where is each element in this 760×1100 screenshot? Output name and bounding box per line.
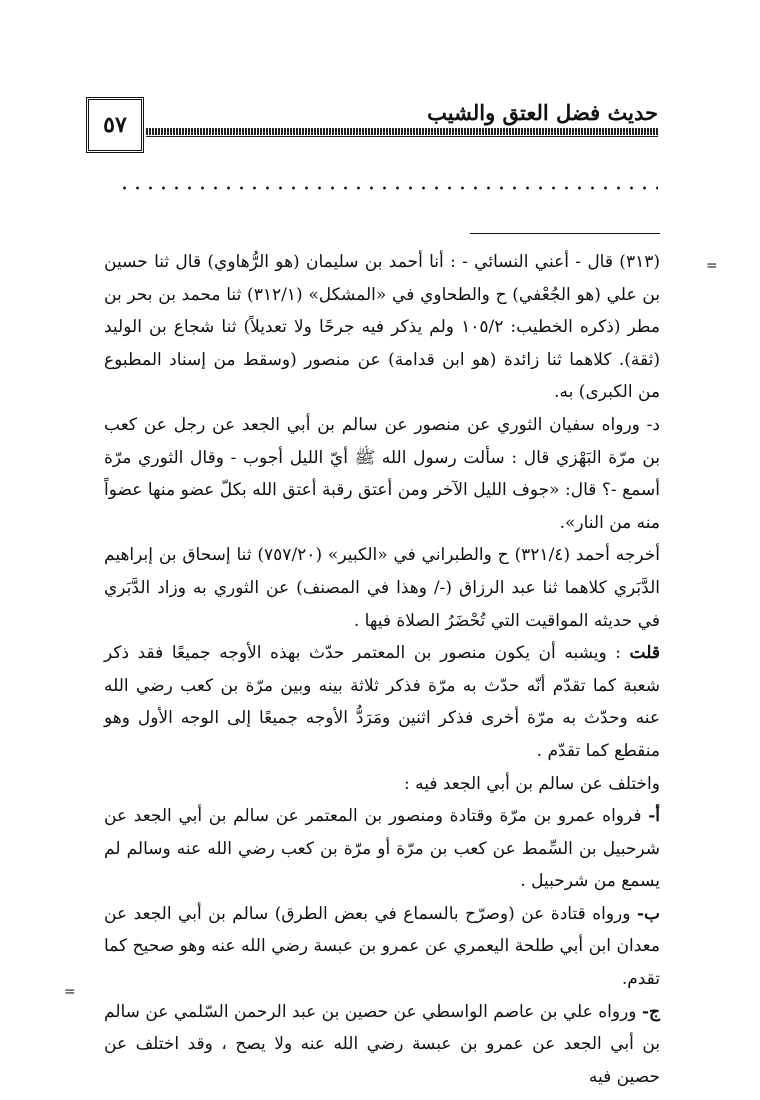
margin-mark-bottom: = [64,984,76,1000]
paragraph-lead: ج- [641,1001,660,1022]
paragraph-lead: أ- [648,806,660,827]
paragraph [104,637,660,767]
page-number-box [86,97,144,153]
paragraph-text: ورواه علي بن عاصم الواسطي عن حصين بن عبد الرحمن السّلمي عن سالم بن أبي الجعد عن عمرو بن عبسة رضي الله عنه ولا يصح ، وقد اختلف عن حصين فيه [104,1001,660,1087]
paragraph-lead: قلت [629,643,660,664]
paragraph [104,409,660,539]
paragraph [104,898,660,996]
paragraph [104,800,660,898]
header-rule [146,128,658,135]
paragraph-text: ورواه قتادة عن (وصرّح بالسماع في بعض الطرق) سالم بن أبي الجعد عن معدان ابن أبي طلحة اليعمري عن عمرو بن عبسة رضي الله عنه وهو صحيح كما تقدم. [104,903,660,990]
paragraph-text: أخرجه أحمد (٣٢١/٤) ح والطبراني في «الكبير» (٧٥٧/٢٠) ثنا إسحاق بن إبراهيم الدَّبَري كلاهما ثنا عبد الرزاق (-/ وهذا في المصنف) عن الثوري به وزاد الدَّبَري في حديثه المواقيت التي تُحْضَرُ الصلاة فيها . [104,545,660,631]
paragraph [104,768,660,801]
margin-mark-top: = [706,258,718,274]
paragraph-text: : ويشبه أن يكون منصور بن المعتمر حدّث بهذه الأوجه جميعًا فقد ذكر شعبة كما تقدّم أنّه حدّث به مرّة فذكر ثلاثة بينه وبين مرّة بن كعب رضي الله عنه وحدّث به مرّة أخرى فذكر اثنين ومَرَدُّ الأوجه جميعًا إلى الوجه الأول وهو منقطع كما تقدّم . [104,643,660,761]
paragraph-lead: ب- [636,903,660,924]
page-number: ٥٧ [103,112,127,138]
paragraph [104,246,660,409]
paragraph-text: (٣١٣) قال - أعني النسائي - : أنا أحمد بن سليمان (هو الرُّهاوي) قال ثنا حسين بن علي (هو الجُعْفي) ح والطحاوي في «المشكل» (٣١٢/١) ثنا محمد بن بحر بن مطر (ذكره الخطيب: ١٠٥/٢ ولم يذكر فيه جرحًا ولا تعديلاً) ثنا شجاع بن الوليد (ثقة). كلاهما ثنا زائدة (هو ابن قدامة) عن منصور (وسقط من إسناد المطبوع من الكبرى) به. [104,252,661,403]
paragraph-text: د- ورواه سفيان الثوري عن منصور عن سالم بن أبي الجعد عن رجل عن كعب بن مرّة البَهْزي قال : سألت رسول الله ﷺ أيّ الليل أجوب - وقال الثوري مرّة أسمع -؟ قال: «جوف الليل الآخر ومن أعتق رقبة أعتق الله بكلّ عضو منها عضواً منه من النار». [104,414,660,533]
paragraph [104,996,660,1094]
paragraph-text: واختلف عن سالم بن أبي الجعد فيه : [403,773,660,794]
footnote-rule [470,233,660,234]
dotted-separator [118,186,658,190]
paragraph [104,539,660,637]
body-text [104,246,660,1093]
running-title: حديث فضل العتق والشيب [427,100,658,125]
paragraph-text: فرواه عمرو بن مرّة وقتادة ومنصور بن المعتمر عن سالم بن أبي الجعد عن شرحبيل بن السِّمط عن كعب بن مرّة أو مرّة بن كعب رضي الله عنه وسالم لم يسمع من شرحبيل . [104,806,660,892]
